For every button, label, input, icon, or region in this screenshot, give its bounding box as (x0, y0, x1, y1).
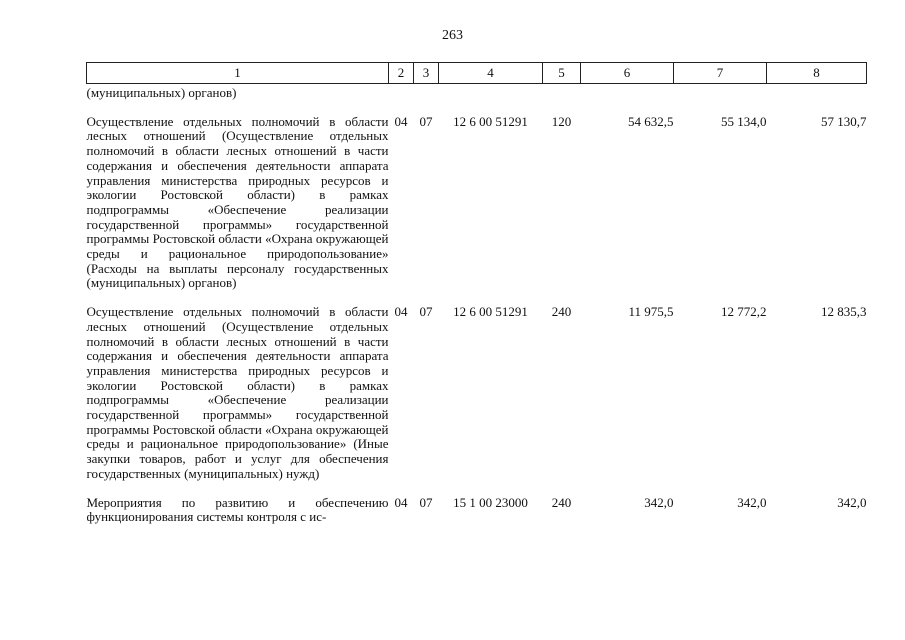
column-header: 2 (389, 63, 414, 84)
row-vr: 240 (551, 304, 572, 320)
row-rz: 04 (394, 304, 408, 320)
row-rz: 04 (394, 494, 408, 510)
row-pr: 07 (419, 304, 433, 320)
page-number: 263 (442, 28, 463, 43)
row-amount-3: 342,0 (837, 494, 867, 510)
row-csr: 12 6 00 51291 (453, 113, 528, 129)
row-amount-3: 57 130,7 (821, 113, 867, 129)
column-header: 1 (87, 63, 389, 84)
row-csr: 12 6 00 51291 (453, 304, 528, 320)
column-header: 6 (581, 63, 674, 84)
row-csr: 15 1 00 23000 (453, 494, 528, 510)
column-header: 7 (674, 63, 767, 84)
row-amount-1: 342,0 (644, 494, 674, 510)
row-vr: 240 (551, 494, 572, 510)
row-pr: 07 (419, 113, 433, 129)
row-vr: 120 (551, 113, 572, 129)
column-number-row (87, 63, 867, 84)
row-amount-2: 12 772,2 (721, 304, 767, 320)
continuation-text: (муниципальных) органов) (86, 85, 237, 100)
row-amount-1: 11 975,5 (628, 304, 674, 320)
row-amount-2: 55 134,0 (721, 113, 767, 129)
continuation-row (87, 84, 867, 101)
column-header: 4 (439, 63, 543, 84)
column-header: 5 (543, 63, 581, 84)
row-description: Мероприятия по развитию и обеспечению функционирования системы контроля с ис- (86, 494, 389, 525)
column-header: 3 (414, 63, 439, 84)
table-row (87, 101, 867, 291)
table-row (87, 291, 867, 481)
row-amount-1: 54 632,5 (628, 113, 674, 129)
row-description: Осуществление отдельных полномочий в области лесных отношений (Осуществление отдельных полномочий в области лесных отношений в части содержания и обеспечения деятельности аппарата управления министерства природных ресурсов и экологии Ростовской области) в рамках подпрограммы «Обеспечение реализации государственной программы» государственной программы Ростовской области «Охрана окружающей среды и рациональное природопользование» (Иные закупки товаров, работ и услуг для обеспечения государственных (муниципальных) нужд) (86, 304, 389, 481)
row-amount-3: 12 835,3 (821, 304, 867, 320)
table-row (87, 482, 867, 525)
row-description: Осуществление отдельных полномочий в области лесных отношений (Осуществление отдельных полномочий в области лесных отношений в части содержания и обеспечения деятельности аппарата управления министерства природных ресурсов и экологии Ростовской области) в рамках подпрограммы «Обеспечение реализации государственной программы» государственной программы Ростовской области «Охрана окружающей среды и рациональное природопользование» (Расходы на выплаты персоналу государственных (муниципальных) органов) (86, 113, 389, 291)
budget-table (86, 62, 867, 525)
row-rz: 04 (394, 113, 408, 129)
row-amount-2: 342,0 (737, 494, 767, 510)
row-pr: 07 (419, 494, 433, 510)
column-header: 8 (767, 63, 867, 84)
